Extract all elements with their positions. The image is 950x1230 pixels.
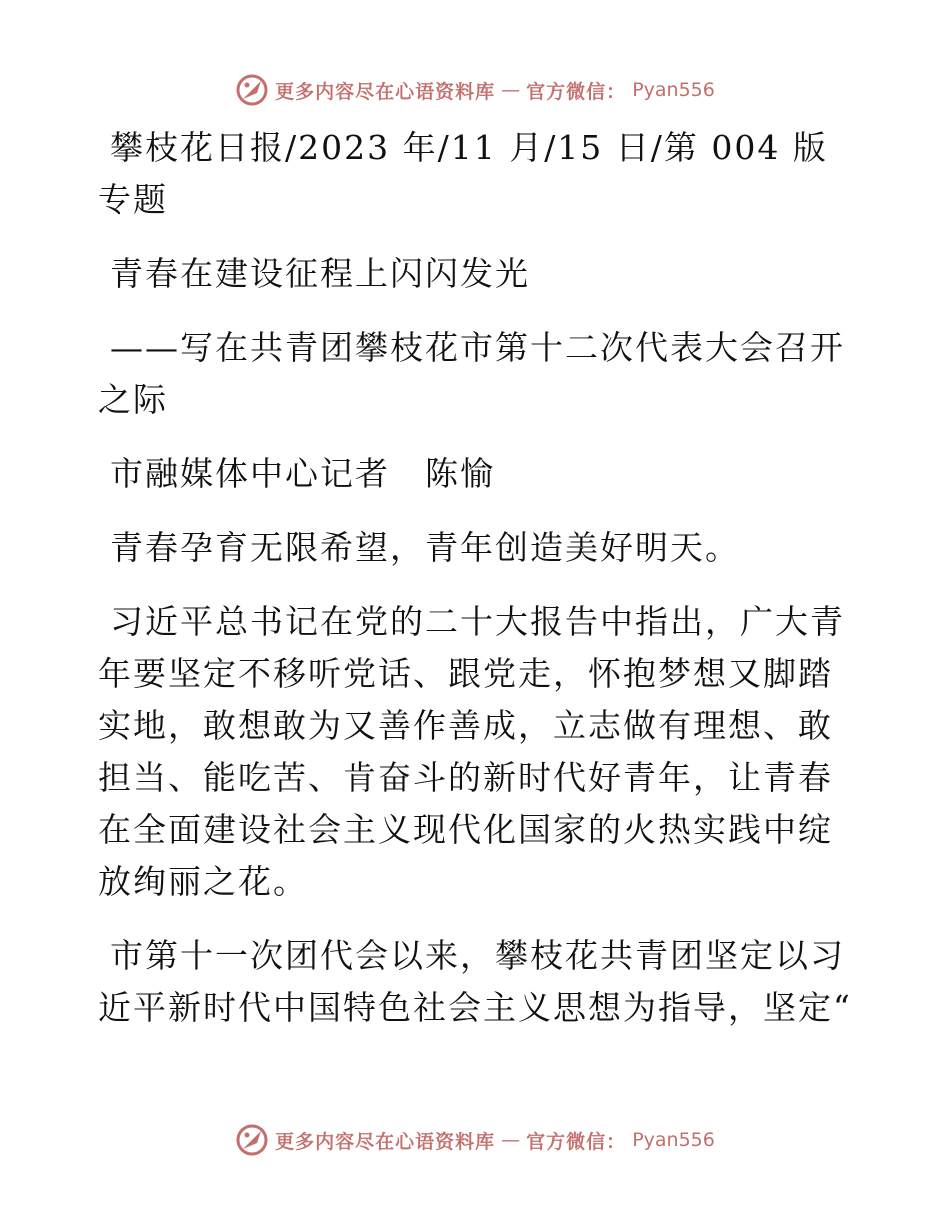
watermark-dash: — (501, 1129, 521, 1151)
watermark-text: 更多内容尽在心语资料库 (275, 1130, 496, 1153)
byline: 市融媒体中心记者 陈愉 (110, 454, 495, 493)
footer-watermark (0, 1120, 950, 1160)
paragraph: 习近平总书记在党的二十大报告中指出，广大青年要坚定不移听党话、跟党走，怀抱梦想又脚踏实地，敢想敢为又善作善成，立志做有理想、敢担当、能吃苦、肯奋斗的新时代好青年，让青春在全面建设社会主义现代化国家的火热实践中绽放绚丽之花。 (98, 602, 845, 901)
watermark-wechat-id: Pyan556 (632, 79, 715, 101)
watermark-wechat-label: 官方微信： (526, 80, 627, 103)
watermark-dash: — (501, 79, 521, 101)
paragraph: 青春孕育无限希望，青年创造美好明天。 (110, 528, 740, 567)
header-watermark (0, 70, 950, 110)
article-subtitle: ——写在共青团攀枝花市第十二次代表大会召开之际 (98, 328, 845, 419)
paragraph: 市第十一次团代会以来，攀枝花共青团坚定以习近平新时代中国特色社会主义思想为指导，坚定“ (98, 936, 852, 1027)
watermark-wechat-id: Pyan556 (632, 1129, 715, 1151)
dateline: 攀枝花日报/2023 年/11 月/15 日/第 004 版专题 (98, 128, 828, 219)
article-body (98, 122, 858, 1056)
watermark-wechat-label: 官方微信： (526, 1130, 627, 1153)
quill-seal-icon (235, 1123, 269, 1157)
watermark-text: 更多内容尽在心语资料库 (275, 80, 496, 103)
article-title: 青春在建设征程上闪闪发光 (110, 254, 530, 293)
quill-seal-icon (235, 73, 269, 107)
